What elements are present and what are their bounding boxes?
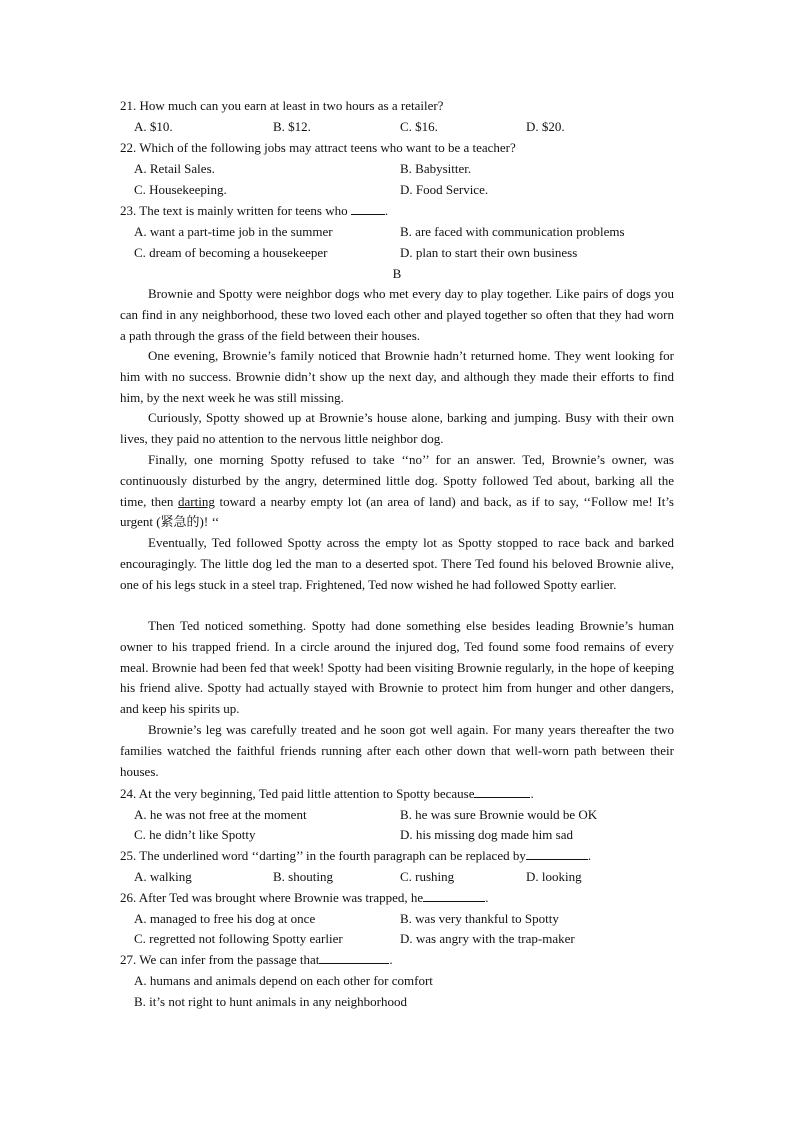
question-23-stem: 23. The text is mainly written for teens who (120, 203, 348, 218)
question-24-stem: 24. At the very beginning, Ted paid little attention to Spotty because (120, 786, 475, 801)
question-27-stem: 27. We can infer from the passage that (120, 952, 320, 967)
q25-option-a[interactable]: A. walking (134, 869, 192, 884)
passage-paragraph-7: Brownie’s leg was carefully treated and he soon got well again. For many years thereafter the two families watched the faithful friends running after each other down that well-worn path between their houses. (120, 722, 674, 779)
passage-paragraph-5: Eventually, Ted followed Spotty across the empty lot as Spotty stopped to race back and barked encouragingly. The little dog led the man to a deserted spot. There Ted found his beloved Brownie alive, one of his legs stuck in a steel trap. Frightened, Ted now wished he had followed Spotty earlier. (120, 535, 674, 592)
q21-option-b[interactable]: B. $12. (273, 119, 311, 134)
q24-option-a[interactable]: A. he was not free at the moment (134, 807, 307, 822)
q23-option-a[interactable]: A. want a part-time job in the summer (134, 224, 333, 239)
passage-paragraph-1: Brownie and Spotty were neighbor dogs who met every day to play together. Like pairs of dogs you can find in any neighborhood, these two loved each other and played together so often that they had worn a path through the grass of the field between their houses. (120, 286, 674, 343)
question-22 (120, 140, 516, 156)
answer-blank[interactable] (526, 848, 588, 860)
question-22-stem: 22. Which of the following jobs may attract teens who want to be a teacher? (120, 140, 516, 155)
answer-blank[interactable] (351, 203, 385, 215)
q21-option-d[interactable]: D. $20. (526, 119, 565, 134)
answer-blank[interactable] (423, 890, 485, 902)
passage-paragraph-4 (120, 450, 674, 533)
q21-option-a[interactable]: A. $10. (134, 119, 173, 134)
q22-option-d[interactable]: D. Food Service. (400, 182, 489, 197)
q26-option-d[interactable]: D. was angry with the trap-maker (400, 931, 575, 946)
q21-option-c[interactable]: C. $16. (400, 119, 438, 134)
q26-option-b[interactable]: B. was very thankful to Spotty (400, 911, 559, 926)
question-27: 27. We can infer from the passage that . (120, 952, 393, 967)
q22-option-b[interactable]: B. Babysitter. (400, 161, 472, 176)
q27-option-b[interactable]: B. it’s not right to hunt animals in any neighborhood (134, 994, 407, 1009)
section-label: B (392, 266, 402, 281)
question-26-stem: 26. After Ted was brought where Brownie was trapped, he (120, 890, 424, 905)
q23-option-d[interactable]: D. plan to start their own business (400, 245, 578, 260)
p4-text-after: toward a nearby empty lot (an area of land) and back, as if to say, ‘‘Follow me! It’s urgent (紧急的)! ‘‘ (120, 493, 674, 530)
q24-option-d[interactable]: D. his missing dog made him sad (400, 827, 573, 842)
q22-option-a[interactable]: A. Retail Sales. (134, 161, 215, 176)
question-26: 26. After Ted was brought where Brownie was trapped, he . (120, 890, 489, 905)
passage-paragraph-6: Then Ted noticed something. Spotty had done something else besides leading Brownie’s human owner to his trapped friend. In a circle around the injured dog, Ted found some food remains of every meal. Brownie had been fed that week! Spotty had been visiting Brownie regularly, in the hope of keeping his friend alive. Spotty had actually stayed with Brownie to protect him from hunger and other dangers, and keep his spirits up. (120, 618, 674, 717)
question-25-stem: 25. The underlined word ‘‘darting’’ in the fourth paragraph can be replaced by (120, 848, 526, 863)
passage-paragraph-3: Curiously, Spotty showed up at Brownie’s house alone, barking and jumping. Busy with their own lives, they paid no attention to the nervous little neighbor dog. (120, 410, 674, 446)
q25-option-c[interactable]: C. rushing (400, 869, 455, 884)
passage-paragraph-2: One evening, Brownie’s family noticed that Brownie hadn’t returned home. They went looking for him with no success. Brownie didn’t show up the next day, and although they made their efforts to find him, by the next week he was still missing. (120, 348, 674, 405)
question-23: 23. The text is mainly written for teens who . (120, 203, 389, 218)
q23-option-b[interactable]: B. are faced with communication problems (400, 224, 625, 239)
p4-text-before: Finally, one morning Spotty refused to take ‘‘no’’ for an answer. Ted, Brownie’s owner, was continuously disturbed by the angry, determined little dog. Spotty followed Ted about, barking all the time, then (120, 452, 674, 509)
q26-option-c[interactable]: C. regretted not following Spotty earlier (134, 931, 343, 946)
q24-option-c[interactable]: C. he didn’t like Spotty (134, 827, 256, 842)
question-21 (120, 98, 443, 114)
answer-blank[interactable] (474, 786, 530, 798)
q24-option-b[interactable]: B. he was sure Brownie would be OK (400, 807, 598, 822)
q27-option-a[interactable]: A. humans and animals depend on each other for comfort (134, 973, 433, 988)
question-21-stem: 21. How much can you earn at least in two hours as a retailer? (120, 98, 444, 113)
underlined-word-darting: darting (178, 493, 215, 509)
q25-option-d[interactable]: D. looking (526, 869, 582, 884)
question-25: 25. The underlined word ‘‘darting’’ in the fourth paragraph can be replaced by . (120, 848, 592, 863)
answer-blank[interactable] (319, 952, 389, 964)
q22-option-c[interactable]: C. Housekeeping. (134, 182, 227, 197)
q23-option-c[interactable]: C. dream of becoming a housekeeper (134, 245, 328, 260)
question-24: 24. At the very beginning, Ted paid little attention to Spotty because . (120, 786, 534, 801)
q26-option-a[interactable]: A. managed to free his dog at once (134, 911, 316, 926)
q25-option-b[interactable]: B. shouting (273, 869, 333, 884)
